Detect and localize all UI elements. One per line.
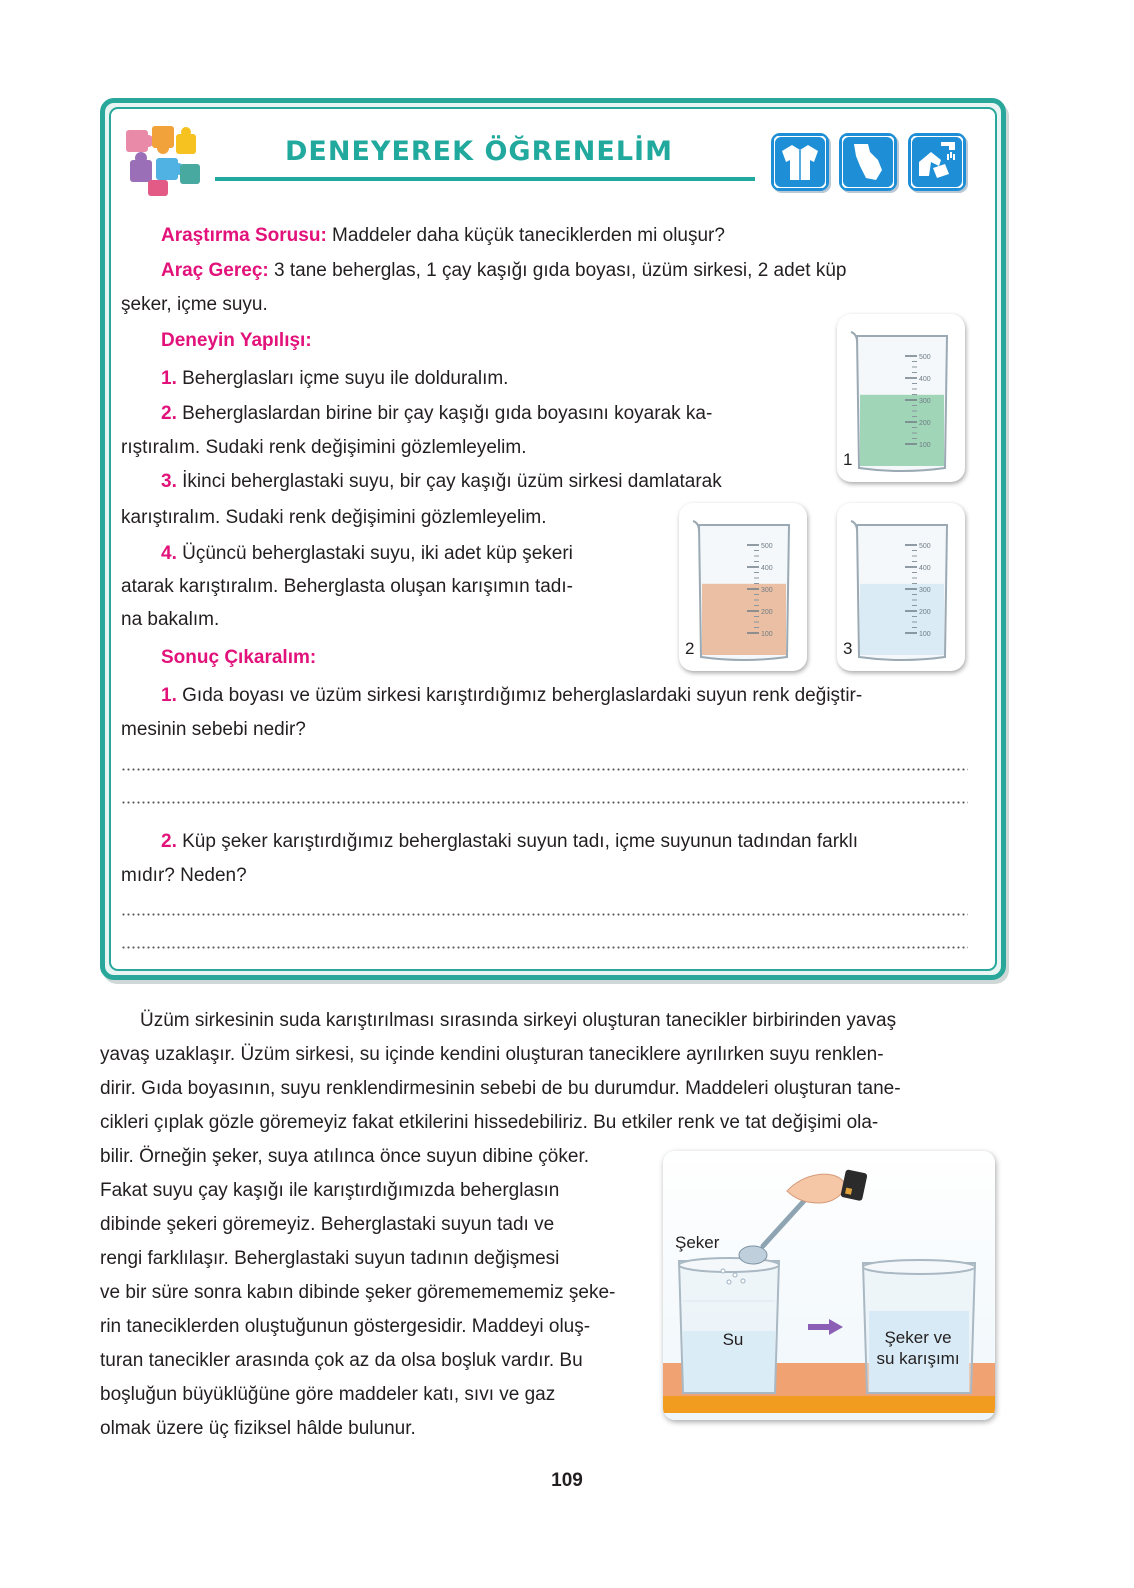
scale-label: 400	[919, 565, 931, 572]
beaker-card	[679, 503, 807, 671]
body-line: dibinde şekeri göremeyiz. Beherglastaki suyun tadı ve	[100, 1214, 555, 1235]
glove-icon-box	[839, 133, 897, 191]
answer-line[interactable]	[121, 801, 968, 804]
puzzle-pieces-icon	[118, 120, 208, 200]
scale-label: 200	[919, 609, 931, 616]
answer-line[interactable]	[121, 768, 968, 771]
scale-label: 500	[919, 543, 931, 550]
research-question	[161, 224, 725, 248]
beaker-number: 2	[685, 639, 695, 658]
step-3-line2: karıştıralım. Sudaki renk değişimini gözlemleyelim.	[121, 507, 547, 528]
step-4	[161, 542, 573, 566]
body-line: cikleri çıplak gözle göremeyiz fakat etkilerini hissedebiliriz. Bu etkiler renk ve tat değişimi ola-	[100, 1112, 879, 1133]
beaker-icon	[837, 503, 965, 671]
lab-coat-icon	[774, 136, 826, 188]
scale-label: 200	[761, 609, 773, 616]
body-line: rengi farklılaşır. Beherglastaki suyun tadının değişmesi	[100, 1248, 560, 1269]
hand-wash-icon-box	[908, 133, 966, 191]
step-text: Beherglaslardan birine bir çay kaşığı gıda boyasını koyarak ka-	[176, 403, 713, 424]
question-text: Küp şeker karıştırdığımız beherglastaki suyun tadı, içme suyunun tadından farklı	[176, 831, 859, 852]
beaker-icon	[679, 503, 807, 671]
step-2-line2: rıştıralım. Sudaki renk değişimini gözlemleyelim.	[121, 437, 527, 458]
conclusion-question-1-line2: mesinin sebebi nedir?	[121, 719, 306, 740]
scale-label: 500	[919, 354, 931, 361]
title-underline	[215, 177, 755, 181]
body-line: bilir. Örneğin şeker, suya atılınca önce suyun dibine çöker.	[100, 1146, 589, 1167]
step-number: 1.	[161, 368, 177, 389]
beaker-glass	[857, 525, 947, 660]
beaker-number: 3	[843, 639, 853, 658]
conclusion-question-2-line2: mıdır? Neden?	[121, 865, 247, 886]
body-line: ve bir süre sonra kabın dibinde şeker görememememiz şeke-	[100, 1282, 616, 1303]
beaker-card	[837, 314, 965, 482]
scale-label: 400	[761, 565, 773, 572]
step-text: Beherglasları içme suyu ile dolduralım.	[176, 368, 509, 389]
body-line: turan tanecikler arasında çok az da olsa boşluk vardır. Bu	[100, 1350, 583, 1371]
research-question-text: Maddeler daha küçük taneciklerden mi oluşur?	[326, 225, 725, 246]
question-number: 2.	[161, 831, 177, 852]
sugar-label: Şeker	[675, 1233, 720, 1252]
body-line: dirir. Gıda boyasının, suyu renklendirmesinin sebebi de bu durumdur. Maddeleri oluşturan tane-	[100, 1078, 901, 1099]
beaker-spout	[693, 521, 699, 531]
step-text: Üçüncü beherglastaki suyu, iki adet küp şekeri	[176, 543, 573, 564]
conclusion-question-2	[161, 830, 858, 854]
scale-label: 300	[919, 398, 931, 405]
page-number: 109	[551, 1470, 583, 1491]
question-text: Gıda boyası ve üzüm sirkesi karıştırdığımız beherglaslardaki suyun renk değiştir-	[176, 685, 863, 706]
scale-label: 200	[919, 420, 931, 427]
body-line: Üzüm sirkesinin suda karıştırılması sırasında sirkeyi oluşturan tanecikler birbirinden yavaş	[140, 1010, 897, 1031]
sugar-experiment-drawing	[663, 1151, 995, 1420]
answer-line[interactable]	[121, 946, 968, 949]
hand-wash-icon	[911, 136, 963, 188]
body-line: boşluğun büyüklüğüne göre maddeler katı, sıvı ve gaz	[100, 1384, 556, 1405]
step-text: İkinci beherglastaki suyu, bir çay kaşığı üzüm sirkesi damlatarak	[176, 471, 722, 492]
step-number: 3.	[161, 471, 177, 492]
mixture-label-line2: su karışımı	[876, 1349, 960, 1368]
body-line: yavaş uzaklaşır. Üzüm sirkesi, su içinde kendini oluşturan taneciklere ayrılırken suyu renklen-	[100, 1044, 884, 1065]
water-label: Su	[722, 1330, 744, 1349]
body-line: rin taneciklerden oluştuğunun göstergesidir. Maddeyi oluş-	[100, 1316, 591, 1337]
step-3	[161, 470, 722, 494]
materials-label: Araç Gereç:	[161, 260, 269, 281]
beaker-glass	[857, 336, 947, 471]
beaker-spout	[851, 332, 857, 342]
research-question-label: Araştırma Sorusu:	[161, 225, 327, 246]
materials-line1: 3 tane beherglas, 1 çay kaşığı gıda boyası, üzüm sirkesi, 2 adet küp	[268, 260, 847, 281]
scale-label: 500	[761, 543, 773, 550]
beaker-icon	[837, 314, 965, 482]
scale-label: 100	[919, 631, 931, 638]
lab-coat-icon-box	[771, 133, 829, 191]
step-number: 2.	[161, 403, 177, 424]
body-line: Fakat suyu çay kaşığı ile karıştırdığımızda beherglasın	[100, 1180, 560, 1201]
step-2	[161, 402, 712, 426]
step-number: 4.	[161, 543, 177, 564]
beaker-spout	[851, 521, 857, 531]
scale-label: 300	[919, 587, 931, 594]
scale-label: 100	[761, 631, 773, 638]
scale-label: 400	[919, 376, 931, 383]
procedure-label: Deneyin Yapılışı:	[161, 330, 312, 351]
scale-label: 100	[919, 442, 931, 449]
answer-line[interactable]	[121, 913, 968, 916]
body-line: olmak üzere üç fiziksel hâlde bulunur.	[100, 1418, 416, 1439]
scale-label: 300	[761, 587, 773, 594]
beaker-card	[837, 503, 965, 671]
materials-line2: şeker, içme suyu.	[121, 294, 268, 315]
beaker-glass	[699, 525, 789, 660]
mixture-label-line1: Şeker ve	[884, 1328, 952, 1347]
section-title: DENEYEREK ÖĞRENELİM	[285, 136, 673, 167]
materials	[161, 259, 846, 283]
step-4-line2: atarak karıştıralım. Beherglasta oluşan karışımın tadı-	[121, 576, 573, 597]
step-4-line3: na bakalım.	[121, 609, 220, 630]
glove-icon	[842, 136, 894, 188]
beaker-number: 1	[843, 450, 853, 469]
sugar-dissolving-illustration	[663, 1151, 995, 1420]
question-number: 1.	[161, 685, 177, 706]
step-1	[161, 367, 508, 391]
conclusion-label: Sonuç Çıkaralım:	[161, 647, 317, 668]
conclusion-question-1	[161, 684, 862, 708]
